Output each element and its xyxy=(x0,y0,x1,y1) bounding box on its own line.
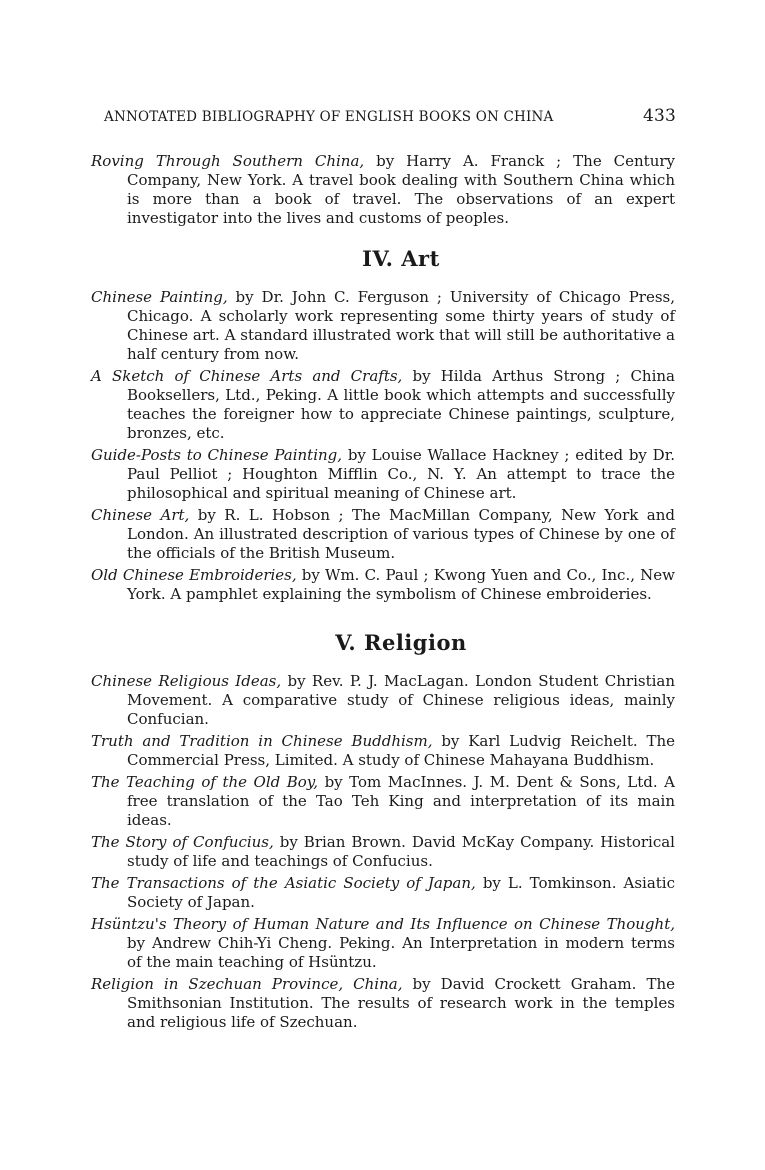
bibliography-entry xyxy=(91,773,675,830)
bibliography-entry xyxy=(91,566,675,604)
entry-text: by Brian Brown. David McKay Company. Historical study of life and teachings of Confucius. xyxy=(127,833,675,870)
bibliography-entry xyxy=(91,915,675,972)
bibliography-entry xyxy=(91,672,675,729)
entry-text: by Rev. P. J. MacLagan. London Student Christian Movement. A comparative study of Chinese religious ideas, mainly Confucian. xyxy=(127,672,675,728)
entry-title: Chinese Art, xyxy=(91,506,190,524)
bibliography-entry xyxy=(91,874,675,912)
entry-text: by Dr. John C. Ferguson ; University of Chicago Press, Chicago. A scholarly work representing some thirty years of study of Chinese art. A standard illustrated work that will still be authoritative a half century from now. xyxy=(127,288,675,363)
bibliography-entry xyxy=(91,288,675,364)
entry-title: Religion in Szechuan Province, China, xyxy=(91,975,403,993)
entry-text: by Andrew Chih-Yi Cheng. Peking. An Interpretation in modern terms of the main teaching of Hsüntzu. xyxy=(127,934,675,971)
section-heading-religion: V. Religion xyxy=(335,630,467,655)
running-head xyxy=(104,106,676,126)
entry-text: by Tom MacInnes. J. M. Dent & Sons, Ltd. A free translation of the Tao Teh King and interpretation of its main ideas. xyxy=(127,773,675,829)
bibliography-entry xyxy=(91,446,675,503)
entry-title: Roving Through Southern China, xyxy=(91,152,365,170)
bibliography-entry xyxy=(91,732,675,770)
entry-text: by Louise Wallace Hackney ; edited by Dr. Paul Pelliot ; Houghton Mifflin Co., N. Y. An attempt to trace the philosophical and spiritual meaning of Chinese art. xyxy=(127,446,675,502)
entry-title: The Story of Confucius, xyxy=(91,833,274,851)
entry-text: by R. L. Hobson ; The MacMillan Company, New York and London. An illustrated description of various types of Chinese by one of the officials of the British Museum. xyxy=(127,506,675,562)
entry-text: by Wm. C. Paul ; Kwong Yuen and Co., Inc., New York. A pamphlet explaining the symbolism of Chinese embroideries. xyxy=(127,566,675,603)
entry-text: by David Crockett Graham. The Smithsonian Institution. The results of research work in the temples and religious life of Szechuan. xyxy=(127,975,675,1031)
entry-title: The Transactions of the Asiatic Society of Japan, xyxy=(91,874,476,892)
entry-text: by Harry A. Franck ; The Century Company, New York. A travel book dealing with Southern China which is more than a book of travel. The observations of an expert investigator into the lives and customs of peoples. xyxy=(127,152,675,227)
entry-title: Guide-Posts to Chinese Painting, xyxy=(91,446,343,464)
entry-title: Old Chinese Embroideries, xyxy=(91,566,297,584)
bibliography-entry xyxy=(91,506,675,563)
entry-text: by Hilda Arthus Strong ; China Booksellers, Ltd., Peking. A little book which attempts and successfully teaches the foreigner how to appreciate Chinese paintings, sculpture, bronzes, etc. xyxy=(127,367,675,442)
entry-title: Chinese Painting, xyxy=(91,288,228,306)
entry-text: by Karl Ludvig Reichelt. The Commercial Press, Limited. A study of Chinese Mahayana Buddhism. xyxy=(127,732,675,769)
entry-text: by L. Tomkinson. Asiatic Society of Japan. xyxy=(127,874,675,911)
section-heading-art: IV. Art xyxy=(362,246,440,271)
entry-title: Hsüntzu's Theory of Human Nature and Its Influence on Chinese Thought, xyxy=(91,915,675,933)
bibliography-entry xyxy=(91,152,675,228)
entry-title: The Teaching of the Old Boy, xyxy=(91,773,319,791)
bibliography-entry xyxy=(91,833,675,871)
entry-title: Truth and Tradition in Chinese Buddhism, xyxy=(91,732,433,750)
bibliography-entry xyxy=(91,975,675,1032)
entry-title: Chinese Religious Ideas, xyxy=(91,672,282,690)
entry-title: A Sketch of Chinese Arts and Crafts, xyxy=(91,367,403,385)
running-title: ANNOTATED BIBLIOGRAPHY OF ENGLISH BOOKS ON CHINA xyxy=(104,109,554,125)
page-number: 433 xyxy=(642,106,676,126)
page-body xyxy=(91,152,675,1035)
bibliography-entry xyxy=(91,367,675,443)
